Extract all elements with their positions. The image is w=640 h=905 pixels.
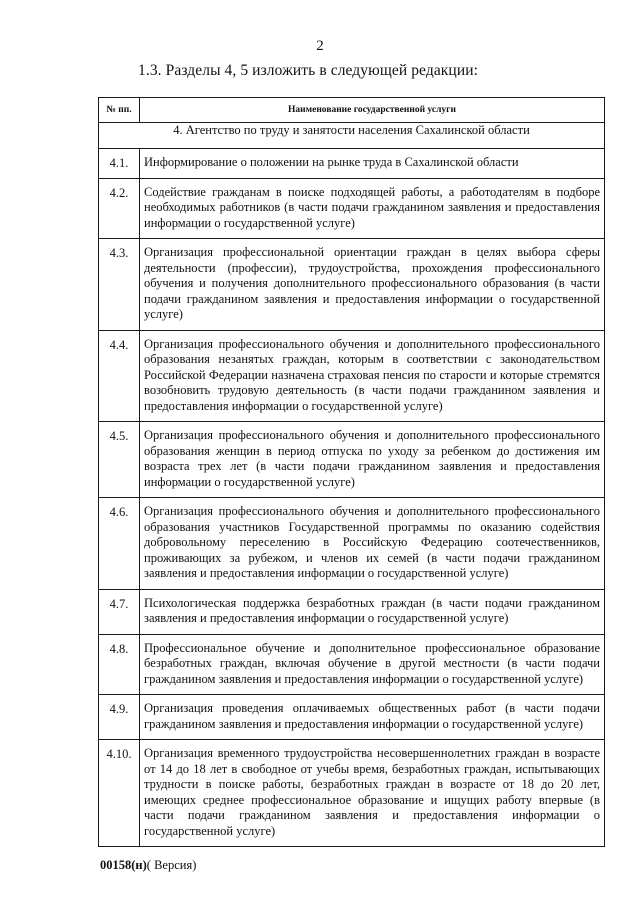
row-service-name: Организация временного трудоустройства несовершеннолетних граждан в возрасте от 14 до 18 лет в свободное от учебы время, безработных граждан, испытывающих трудности в поиске работы, безработных граждан в возрасте от 18 до 20 лет, имеющих среднее профессиональное образование и ищущих работу впервые (в части подачи гражданином заявления и предоставления информации о государственной услуге) (140, 740, 605, 847)
row-number: 4.7. (99, 589, 140, 634)
table-row (99, 634, 605, 695)
row-number: 4.4. (99, 330, 140, 422)
row-number: 4.10. (99, 740, 140, 847)
row-service-name: Информирование о положении на рынке труда в Сахалинской области (140, 149, 605, 179)
row-number: 4.6. (99, 498, 140, 590)
table-row (99, 149, 605, 179)
table-row (99, 178, 605, 239)
document-version: ( Версия) (146, 858, 197, 872)
header-row (99, 98, 605, 123)
services-table (98, 97, 605, 847)
row-number: 4.8. (99, 634, 140, 695)
header-name: Наименование государственной услуги (140, 98, 605, 123)
row-service-name: Профессиональное обучение и дополнительное профессиональное образование безработных граждан, включая обучение в другой местности (в части подачи гражданином заявления и предоставления информации о государственной услуге) (140, 634, 605, 695)
section-title: 4. Агентство по труду и занятости населения Сахалинской области (99, 123, 605, 149)
row-number: 4.1. (99, 149, 140, 179)
table-row (99, 239, 605, 331)
row-service-name: Организация профессионального обучения и дополнительного профессионального образования незанятых граждан, которым в соответствии с законодательством Российской Федерации назначена страховая пенсия по старости и которые стремятся возобновить трудовую деятельность (в части подачи гражданином заявления и предоставления информации о государственной услуге) (140, 330, 605, 422)
table-row (99, 740, 605, 847)
row-number: 4.9. (99, 695, 140, 740)
document-code: 00158(н) (100, 858, 147, 872)
row-service-name: Содействие гражданам в поиске подходящей работы, а работодателям в подборе необходимых работников (в части подачи гражданином заявления и предоставления информации о государственной услуге) (140, 178, 605, 239)
row-number: 4.2. (99, 178, 140, 239)
header-num: № пп. (99, 98, 140, 123)
table-row (99, 589, 605, 634)
table-row (99, 498, 605, 590)
intro-paragraph: 1.3. Разделы 4, 5 изложить в следующей редакции: (138, 62, 479, 79)
row-service-name: Организация профессионального обучения и дополнительного профессионального образования участников Государственной программы по оказанию содействия добровольному переселению в Российскую Федерацию соотечественников, проживающих за рубежом, и членов их семей (в части подачи гражданином заявления и предоставления информации о государственной услуге) (140, 498, 605, 590)
table-row (99, 422, 605, 498)
section-row (99, 123, 605, 149)
row-number: 4.3. (99, 239, 140, 331)
row-service-name: Организация профессионального обучения и дополнительного профессионального образования женщин в период отпуска по уходу за ребенком до достижения им возраста трех лет (в части подачи гражданином заявления и предоставления информации о государственной услуге) (140, 422, 605, 498)
page-number: 2 (316, 38, 324, 54)
table-row (99, 695, 605, 740)
row-service-name: Организация проведения оплачиваемых общественных работ (в части подачи гражданином заявления и предоставления информации о государственной услуге) (140, 695, 605, 740)
table-row (99, 330, 605, 422)
row-service-name: Организация профессиональной ориентации граждан в целях выбора сферы деятельности (профессии), трудоустройства, прохождения профессионального обучения и получения дополнительного профессионального образования (в части подачи гражданином заявления и предоставления информации о государственной услуге) (140, 239, 605, 331)
row-service-name: Психологическая поддержка безработных граждан (в части подачи гражданином заявления и предоставления информации о государственной услуге) (140, 589, 605, 634)
row-number: 4.5. (99, 422, 140, 498)
document-footer (100, 858, 196, 873)
